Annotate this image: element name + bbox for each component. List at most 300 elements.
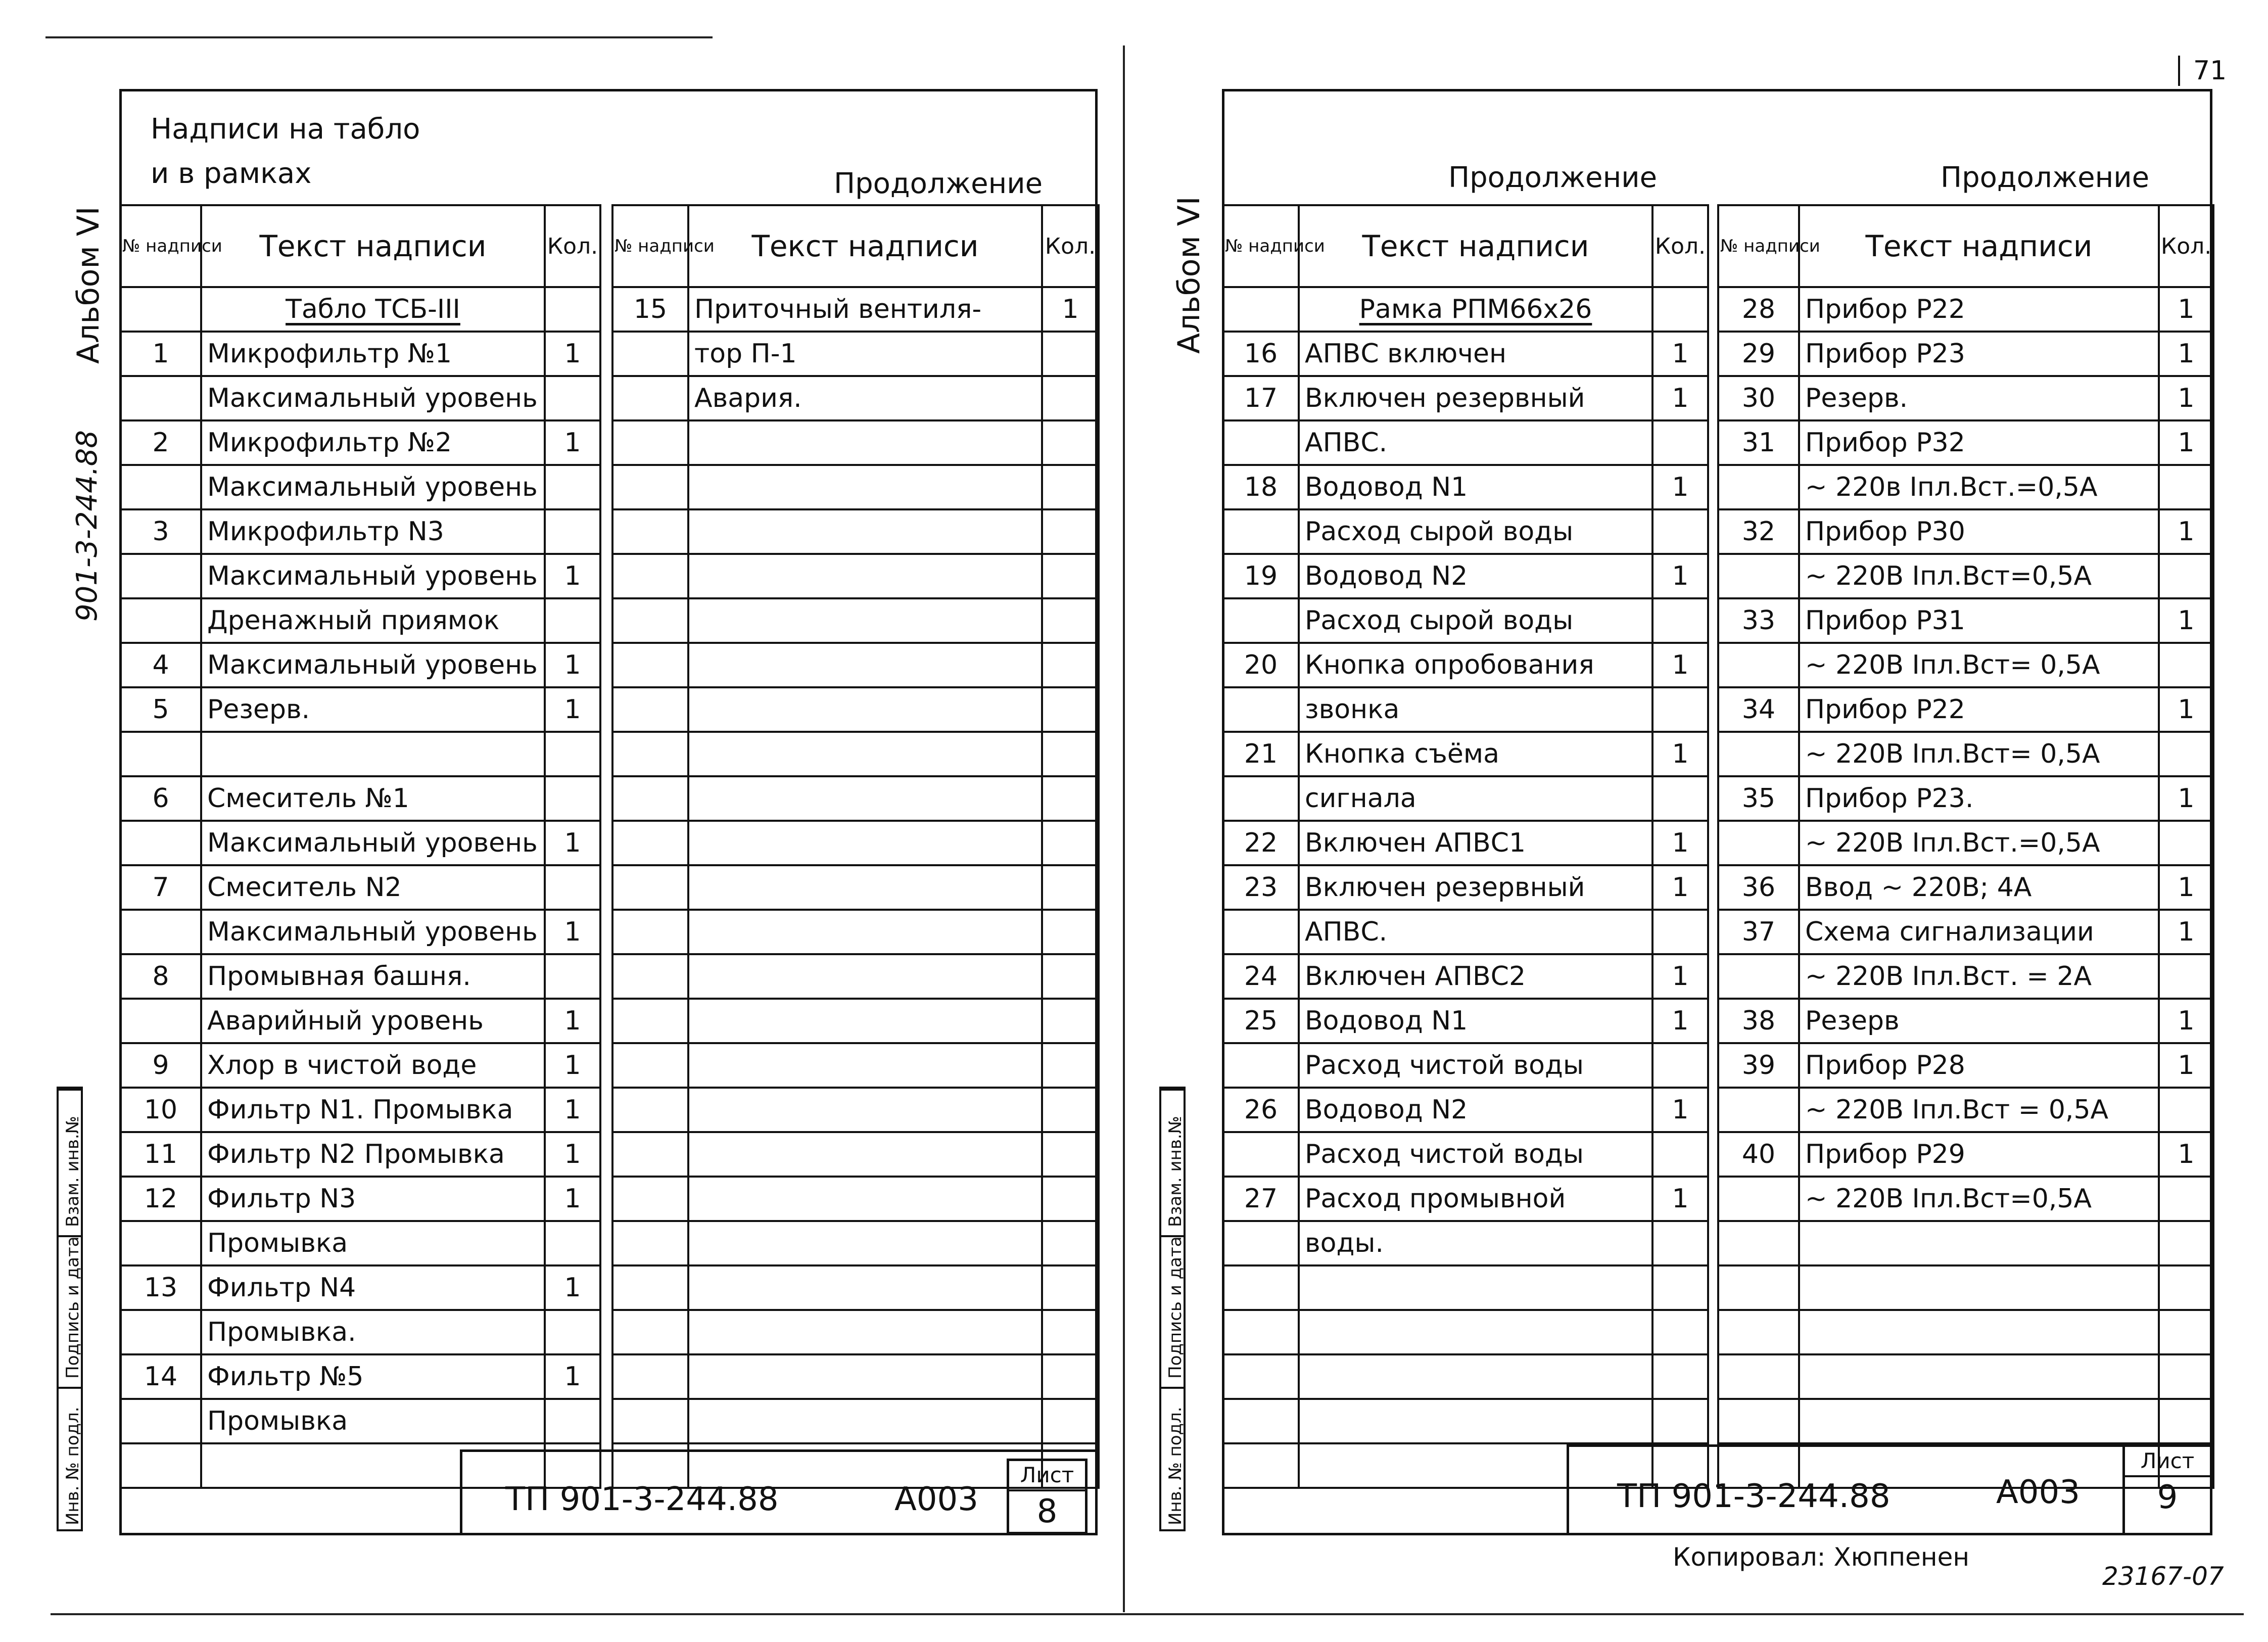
row-count-cell [545, 954, 600, 999]
table-row [1718, 1221, 2213, 1265]
row-count-cell [545, 376, 600, 420]
empty-cell [612, 1177, 688, 1221]
table-row [120, 376, 600, 420]
row-number-cell [1718, 1177, 1799, 1221]
table-row [1718, 732, 2213, 776]
row-count-cell: 1 [545, 643, 600, 687]
empty-cell [612, 732, 688, 776]
table-row-empty [612, 954, 1099, 999]
table-row [1223, 999, 1708, 1043]
empty-cell [612, 554, 688, 598]
table-row [1223, 420, 1708, 465]
row-text-cell: Схема сигнализации [1799, 910, 2159, 954]
center-divider [1123, 45, 1125, 1612]
row-number-cell: 2 [120, 420, 201, 465]
table-row-empty [612, 821, 1099, 865]
row-number-cell [1223, 1354, 1299, 1399]
row-text-cell: Аварийный уровень [201, 999, 545, 1043]
row-text-cell: Максимальный уровень [201, 910, 545, 954]
row-text-cell: Рамка РПМ66х26 [1299, 287, 1652, 332]
row-text-cell: Промывка. [201, 1310, 545, 1354]
table-row [1718, 865, 2213, 910]
table-row [1223, 1043, 1708, 1088]
row-text-cell: Прибор Р22 [1799, 287, 2159, 332]
row-count-cell [1652, 1043, 1708, 1088]
row-number-cell [1223, 687, 1299, 732]
copied-by: Копировал: Хюппенен [1673, 1542, 1970, 1572]
row-count-cell: 1 [1652, 821, 1708, 865]
row-text-cell: Максимальный уровень [201, 821, 545, 865]
row-number-cell: 30 [1718, 376, 1799, 420]
table-row-empty [612, 465, 1099, 509]
table-row [1223, 954, 1708, 999]
row-text-cell [201, 732, 545, 776]
row-text-cell: Смеситель N2 [201, 865, 545, 910]
row-text-cell: Включен резервный [1299, 376, 1652, 420]
table-row [120, 1399, 600, 1443]
row-count-cell [2159, 1265, 2213, 1310]
row-count-cell [545, 465, 600, 509]
table-row [120, 1132, 600, 1177]
table-row-empty [612, 598, 1099, 643]
row-count-cell: 1 [2159, 598, 2213, 643]
row-number-cell [120, 465, 201, 509]
table-row [1718, 821, 2213, 865]
empty-cell [1042, 1043, 1099, 1088]
table-row [120, 332, 600, 376]
row-number-cell: 21 [1223, 732, 1299, 776]
row-count-cell: 1 [1042, 287, 1099, 332]
empty-cell [1042, 687, 1099, 732]
row-text-cell: Микрофильтр N3 [201, 509, 545, 554]
row-number-cell [1223, 287, 1299, 332]
table-row-empty [612, 643, 1099, 687]
row-number-cell [120, 999, 201, 1043]
table-row [1223, 865, 1708, 910]
row-number-cell: 32 [1718, 509, 1799, 554]
right-side-cell-1: Инв. № подл. [1165, 1406, 1186, 1525]
empty-cell [1042, 420, 1099, 465]
empty-cell [1042, 776, 1099, 821]
row-count-cell: 1 [2159, 999, 2213, 1043]
row-text-cell: Расход промывной [1299, 1177, 1652, 1221]
empty-cell [688, 1043, 1042, 1088]
row-text-cell: Ввод ~ 220В; 4А [1799, 865, 2159, 910]
empty-cell [1042, 598, 1099, 643]
row-count-cell [545, 1310, 600, 1354]
row-count-cell [2159, 643, 2213, 687]
row-text-cell: Водовод N2 [1299, 1088, 1652, 1132]
row-number-cell: 8 [120, 954, 201, 999]
row-text-cell: воды. [1299, 1221, 1652, 1265]
col-no-header: № надписи [1223, 205, 1299, 287]
row-number-cell: 34 [1718, 687, 1799, 732]
row-count-cell [2159, 732, 2213, 776]
row-text-cell: Авария. [688, 376, 1042, 420]
row-text-cell [1799, 1354, 2159, 1399]
row-count-cell: 1 [1652, 554, 1708, 598]
table-row-empty [612, 1043, 1099, 1088]
row-text-cell: звонка [1299, 687, 1652, 732]
row-number-cell [120, 554, 201, 598]
row-text-cell: Дренажный приямок [201, 598, 545, 643]
row-count-cell: 1 [2159, 420, 2213, 465]
empty-cell [688, 954, 1042, 999]
row-number-cell [1223, 1399, 1299, 1443]
empty-cell [1042, 865, 1099, 910]
right-side-cell-2: Подпись и дата [1165, 1236, 1186, 1379]
row-count-cell: 1 [2159, 910, 2213, 954]
row-number-cell [120, 821, 201, 865]
table-row-empty [612, 420, 1099, 465]
row-number-cell: 9 [120, 1043, 201, 1088]
col-count-header: Кол. [545, 205, 600, 287]
row-count-cell [2159, 1354, 2213, 1399]
row-number-cell: 40 [1718, 1132, 1799, 1177]
table-row [1223, 1132, 1708, 1177]
table-row [120, 687, 600, 732]
table-row [120, 287, 600, 332]
right-stamp-code: ТП 901-3-244.88 [1617, 1478, 1891, 1515]
left-album-label: Альбом VI [71, 206, 106, 364]
row-number-cell: 31 [1718, 420, 1799, 465]
empty-cell [612, 509, 688, 554]
empty-cell [612, 776, 688, 821]
table-row [1223, 643, 1708, 687]
empty-cell [1042, 954, 1099, 999]
table-row-empty [612, 865, 1099, 910]
row-count-cell [2159, 1310, 2213, 1354]
row-count-cell [1652, 287, 1708, 332]
table-row [1223, 509, 1708, 554]
row-number-cell [612, 332, 688, 376]
table-row [612, 287, 1099, 332]
row-text-cell: Максимальный уровень [201, 554, 545, 598]
empty-cell [688, 420, 1042, 465]
col-count-header: Кол. [1652, 205, 1708, 287]
row-count-cell [2159, 1177, 2213, 1221]
table-row [1718, 1399, 2213, 1443]
row-count-cell: 1 [545, 1265, 600, 1310]
empty-cell [1042, 1265, 1099, 1310]
empty-cell [1042, 1310, 1099, 1354]
row-number-cell [1223, 1265, 1299, 1310]
row-number-cell [1718, 1399, 1799, 1443]
table-row [120, 776, 600, 821]
empty-cell [612, 420, 688, 465]
archive-number: 23167-07 [2102, 1562, 2224, 1591]
row-number-cell [120, 287, 201, 332]
row-number-cell [1718, 1265, 1799, 1310]
empty-cell [1042, 643, 1099, 687]
row-count-cell [1652, 910, 1708, 954]
col-count-header: Кол. [2159, 205, 2213, 287]
row-count-cell: 1 [1652, 332, 1708, 376]
row-number-cell [1718, 1221, 1799, 1265]
row-text-cell: Прибор Р30 [1799, 509, 2159, 554]
row-text-cell [1299, 1399, 1652, 1443]
row-number-cell: 5 [120, 687, 201, 732]
table-row [120, 1043, 600, 1088]
row-count-cell [545, 598, 600, 643]
row-count-cell: 1 [2159, 287, 2213, 332]
empty-cell [688, 1132, 1042, 1177]
table-row [120, 1177, 600, 1221]
row-number-cell: 27 [1223, 1177, 1299, 1221]
row-text-cell [1799, 1399, 2159, 1443]
table-row [1718, 687, 2213, 732]
table-row [120, 420, 600, 465]
empty-cell [612, 1399, 688, 1443]
empty-cell [612, 865, 688, 910]
table-row [120, 598, 600, 643]
row-count-cell [545, 776, 600, 821]
table-row [1718, 332, 2213, 376]
row-count-cell [545, 287, 600, 332]
col-text-header: Текст надписи [1299, 205, 1652, 287]
table-row-empty [612, 1177, 1099, 1221]
row-number-cell [612, 376, 688, 420]
table-row-empty [612, 1310, 1099, 1354]
row-number-cell [120, 598, 201, 643]
row-count-cell [1652, 1354, 1708, 1399]
empty-cell [688, 776, 1042, 821]
empty-cell [1042, 554, 1099, 598]
empty-cell [612, 1088, 688, 1132]
row-number-cell: 15 [612, 287, 688, 332]
col-no-header: № надписи [612, 205, 688, 287]
row-text-cell: Микрофильтр №1 [201, 332, 545, 376]
row-count-cell [545, 1221, 600, 1265]
row-count-cell [545, 1399, 600, 1443]
row-number-cell: 25 [1223, 999, 1299, 1043]
row-text-cell: Промывка [201, 1221, 545, 1265]
row-count-cell: 1 [1652, 954, 1708, 999]
table-row [120, 1088, 600, 1132]
row-count-cell: 1 [1652, 1088, 1708, 1132]
table-row [612, 332, 1099, 376]
empty-cell [612, 598, 688, 643]
row-number-cell: 37 [1718, 910, 1799, 954]
table-row [120, 1310, 600, 1354]
row-count-cell [1652, 509, 1708, 554]
table-row [1718, 1354, 2213, 1399]
left-sheet-number-box [1007, 1459, 1088, 1534]
table-row [612, 376, 1099, 420]
row-text-cell: Расход чистой воды [1299, 1043, 1652, 1088]
table-row [120, 1354, 600, 1399]
row-count-cell [1652, 687, 1708, 732]
row-number-cell [1718, 554, 1799, 598]
table-row [120, 643, 600, 687]
row-number-cell: 14 [120, 1354, 201, 1399]
empty-cell [688, 509, 1042, 554]
table-row [1223, 376, 1708, 420]
row-number-cell [1223, 1221, 1299, 1265]
row-count-cell: 1 [1652, 376, 1708, 420]
empty-cell [1042, 821, 1099, 865]
row-text-cell: Фильтр N2 Промывка [201, 1132, 545, 1177]
row-text-cell: АПВС. [1299, 420, 1652, 465]
empty-cell [688, 687, 1042, 732]
table-row [120, 910, 600, 954]
row-text-cell: Максимальный уровень [201, 376, 545, 420]
row-text-cell: Кнопка съёма [1299, 732, 1652, 776]
table-row [1718, 465, 2213, 509]
row-text-cell: Прибор Р23 [1799, 332, 2159, 376]
table-row [120, 509, 600, 554]
table-row [1718, 1177, 2213, 1221]
row-text-cell: Фильтр N4 [201, 1265, 545, 1310]
empty-cell [612, 643, 688, 687]
table-row-empty [612, 1132, 1099, 1177]
left-sheet-number: 8 [1036, 1493, 1058, 1530]
col-text-header: Текст надписи [201, 205, 545, 287]
table-row-empty [612, 1354, 1099, 1399]
right-page-number: 71 [2178, 56, 2227, 86]
table-row [1223, 732, 1708, 776]
row-text-cell: ~ 220В Iпл.Вст.=0,5А [1799, 821, 2159, 865]
row-text-cell: Водовод N1 [1299, 465, 1652, 509]
table-row [1718, 776, 2213, 821]
row-number-cell [120, 1443, 201, 1488]
row-text-cell: Максимальный уровень [201, 465, 545, 509]
table-row [120, 999, 600, 1043]
empty-cell [612, 910, 688, 954]
row-number-cell [120, 910, 201, 954]
row-text-cell [1799, 1221, 2159, 1265]
row-number-cell: 20 [1223, 643, 1299, 687]
row-text-cell: Приточный вентиля- [688, 287, 1042, 332]
row-number-cell: 3 [120, 509, 201, 554]
row-number-cell: 29 [1718, 332, 1799, 376]
row-text-cell: Максимальный уровень [201, 643, 545, 687]
table-row [1223, 598, 1708, 643]
row-text-cell: Прибор Р22 [1799, 687, 2159, 732]
table-row [1223, 1354, 1708, 1399]
row-text-cell: Прибор Р23. [1799, 776, 2159, 821]
row-number-cell [1718, 954, 1799, 999]
table-row [1718, 1043, 2213, 1088]
table-row [1718, 420, 2213, 465]
empty-cell [1042, 1354, 1099, 1399]
row-number-cell: 39 [1718, 1043, 1799, 1088]
empty-cell [688, 465, 1042, 509]
left-doc-side: 901-3-244.88 [71, 430, 104, 622]
empty-cell [688, 1399, 1042, 1443]
row-number-cell: 24 [1223, 954, 1299, 999]
row-number-cell [1223, 1443, 1299, 1488]
table-row-empty [612, 732, 1099, 776]
empty-cell [1042, 509, 1099, 554]
row-count-cell [545, 865, 600, 910]
row-count-cell [2159, 465, 2213, 509]
row-count-cell: 1 [545, 999, 600, 1043]
empty-cell [612, 1354, 688, 1399]
row-count-cell: 1 [545, 1354, 600, 1399]
table-row [1718, 1088, 2213, 1132]
row-count-cell [1042, 332, 1099, 376]
row-text-cell: Расход чистой воды [1299, 1132, 1652, 1177]
right-continuation-2: Продолжение [1941, 161, 2150, 194]
row-text-cell: ~ 220В Iпл.Вст=0,5А [1799, 1177, 2159, 1221]
row-count-cell: 1 [2159, 376, 2213, 420]
row-text-cell: Промывка [201, 1399, 545, 1443]
row-text-cell [1299, 1310, 1652, 1354]
empty-cell [688, 1177, 1042, 1221]
row-text-cell: сигнала [1299, 776, 1652, 821]
empty-cell [612, 465, 688, 509]
row-number-cell: 10 [120, 1088, 201, 1132]
left-continuation: Продолжение [834, 167, 1043, 200]
row-text-cell: Промывная башня. [201, 954, 545, 999]
empty-cell [612, 1221, 688, 1265]
row-count-cell [2159, 554, 2213, 598]
row-number-cell: 6 [120, 776, 201, 821]
right-side-table [1159, 1087, 1186, 1531]
row-count-cell: 1 [545, 1132, 600, 1177]
left-stamp-code: ТП 901-3-244.88 [505, 1481, 779, 1518]
table-row [120, 1265, 600, 1310]
row-number-cell [1718, 465, 1799, 509]
row-text-cell: Водовод N1 [1299, 999, 1652, 1043]
right-continuation-1: Продолжение [1448, 161, 1658, 194]
table-row [120, 821, 600, 865]
row-text-cell: Резерв. [201, 687, 545, 732]
row-count-cell [1652, 420, 1708, 465]
row-number-cell [1223, 1043, 1299, 1088]
table-row [1223, 910, 1708, 954]
right-table-a [1222, 204, 1709, 1489]
row-number-cell [120, 1221, 201, 1265]
table-row [1223, 1088, 1708, 1132]
row-text-cell [1299, 1354, 1652, 1399]
empty-cell [612, 1043, 688, 1088]
row-text-cell: ~ 220В Iпл.Вст= 0,5А [1799, 732, 2159, 776]
table-row [1718, 643, 2213, 687]
row-text-cell: Табло ТСБ-III [201, 287, 545, 332]
row-count-cell: 1 [1652, 865, 1708, 910]
row-count-cell: 1 [2159, 687, 2213, 732]
right-sheet-label: Лист [2125, 1447, 2210, 1477]
empty-cell [612, 1265, 688, 1310]
row-number-cell: 33 [1718, 598, 1799, 643]
table-row [1718, 598, 2213, 643]
row-text-cell: АПВС включен [1299, 332, 1652, 376]
row-number-cell: 18 [1223, 465, 1299, 509]
row-text-cell: Прибор Р28 [1799, 1043, 2159, 1088]
row-number-cell: 4 [120, 643, 201, 687]
row-count-cell [2159, 1399, 2213, 1443]
right-album-label: Альбом VI [1171, 196, 1207, 354]
row-number-cell [1223, 1310, 1299, 1354]
row-text-cell: Включен резервный [1299, 865, 1652, 910]
row-count-cell [1652, 1310, 1708, 1354]
empty-cell [1042, 999, 1099, 1043]
row-count-cell [2159, 821, 2213, 865]
empty-cell [688, 821, 1042, 865]
row-number-cell [1223, 420, 1299, 465]
left-stamp-doc: А003 [894, 1481, 978, 1518]
row-number-cell: 16 [1223, 332, 1299, 376]
table-row-empty [612, 1088, 1099, 1132]
row-number-cell [1718, 821, 1799, 865]
row-count-cell: 1 [2159, 509, 2213, 554]
row-number-cell: 28 [1718, 287, 1799, 332]
row-number-cell [120, 1399, 201, 1443]
row-count-cell: 1 [545, 910, 600, 954]
table-row [1223, 1177, 1708, 1221]
